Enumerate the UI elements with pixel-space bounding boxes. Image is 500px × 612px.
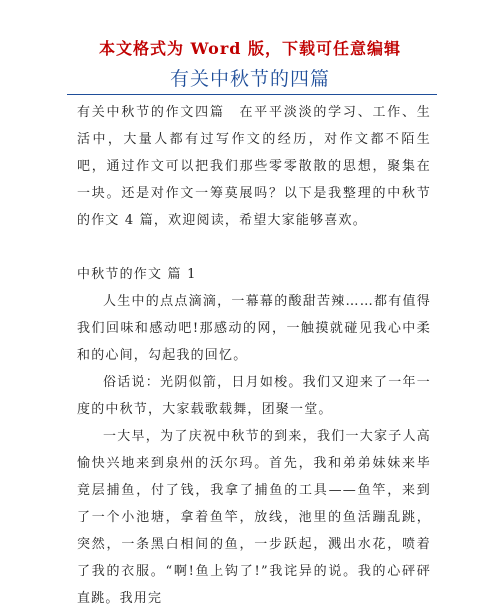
body-paragraph-1: 人生中的点点滴滴，一幕幕的酸甜苦辣……都有值得我们回味和感动吧!那感动的网，一触摸就碰见我心中柔和的心间，勾起我的回忆。 xyxy=(77,294,431,363)
document-body xyxy=(77,99,431,612)
paragraph-spacer xyxy=(77,234,431,261)
body-paragraph-3: 一大早，为了庆祝中秋节的到来，我们一大家子人高愉快兴地来到泉州的沃尔玛。首先，我和弟弟妹妹来毕竟层捕鱼，付了钱，我拿了捕鱼的工具——鱼竿，来到了一个小池塘，拿着鱼竿，放线，池里的鱼活蹦乱跳，突然，一条黑白相间的鱼，一步跃起，溅出水花，喷着了我的衣服。“啊!鱼上钩了!”我诧异的说。我的心砰砰直跳。我用完 xyxy=(77,429,431,606)
intro-paragraph: 有关中秋节的作文四篇 在平平淡淡的学习、工作、生活中，大量人都有过写作文的经历，对作文都不陌生吧，通过作文可以把我们那些零零散散的思想，聚集在一块。还是对作文一筹莫展吗？以下是我整理的中秋节的作文 4 篇，欢迎阅读，希望大家能够喜欢。 xyxy=(77,105,431,228)
document-title: 有关中秋节的四篇 xyxy=(169,68,330,90)
section-heading: 中秋节的作文 篇 1 xyxy=(77,267,197,282)
title-divider xyxy=(67,94,437,95)
format-banner: 本文格式为 Word 版，下载可任意编辑 xyxy=(98,39,402,58)
body-paragraph-2: 俗话说：光阴似箭，日月如梭。我们又迎来了一年一度的中秋节，大家载歌载舞，团聚一堂。 xyxy=(77,375,431,417)
